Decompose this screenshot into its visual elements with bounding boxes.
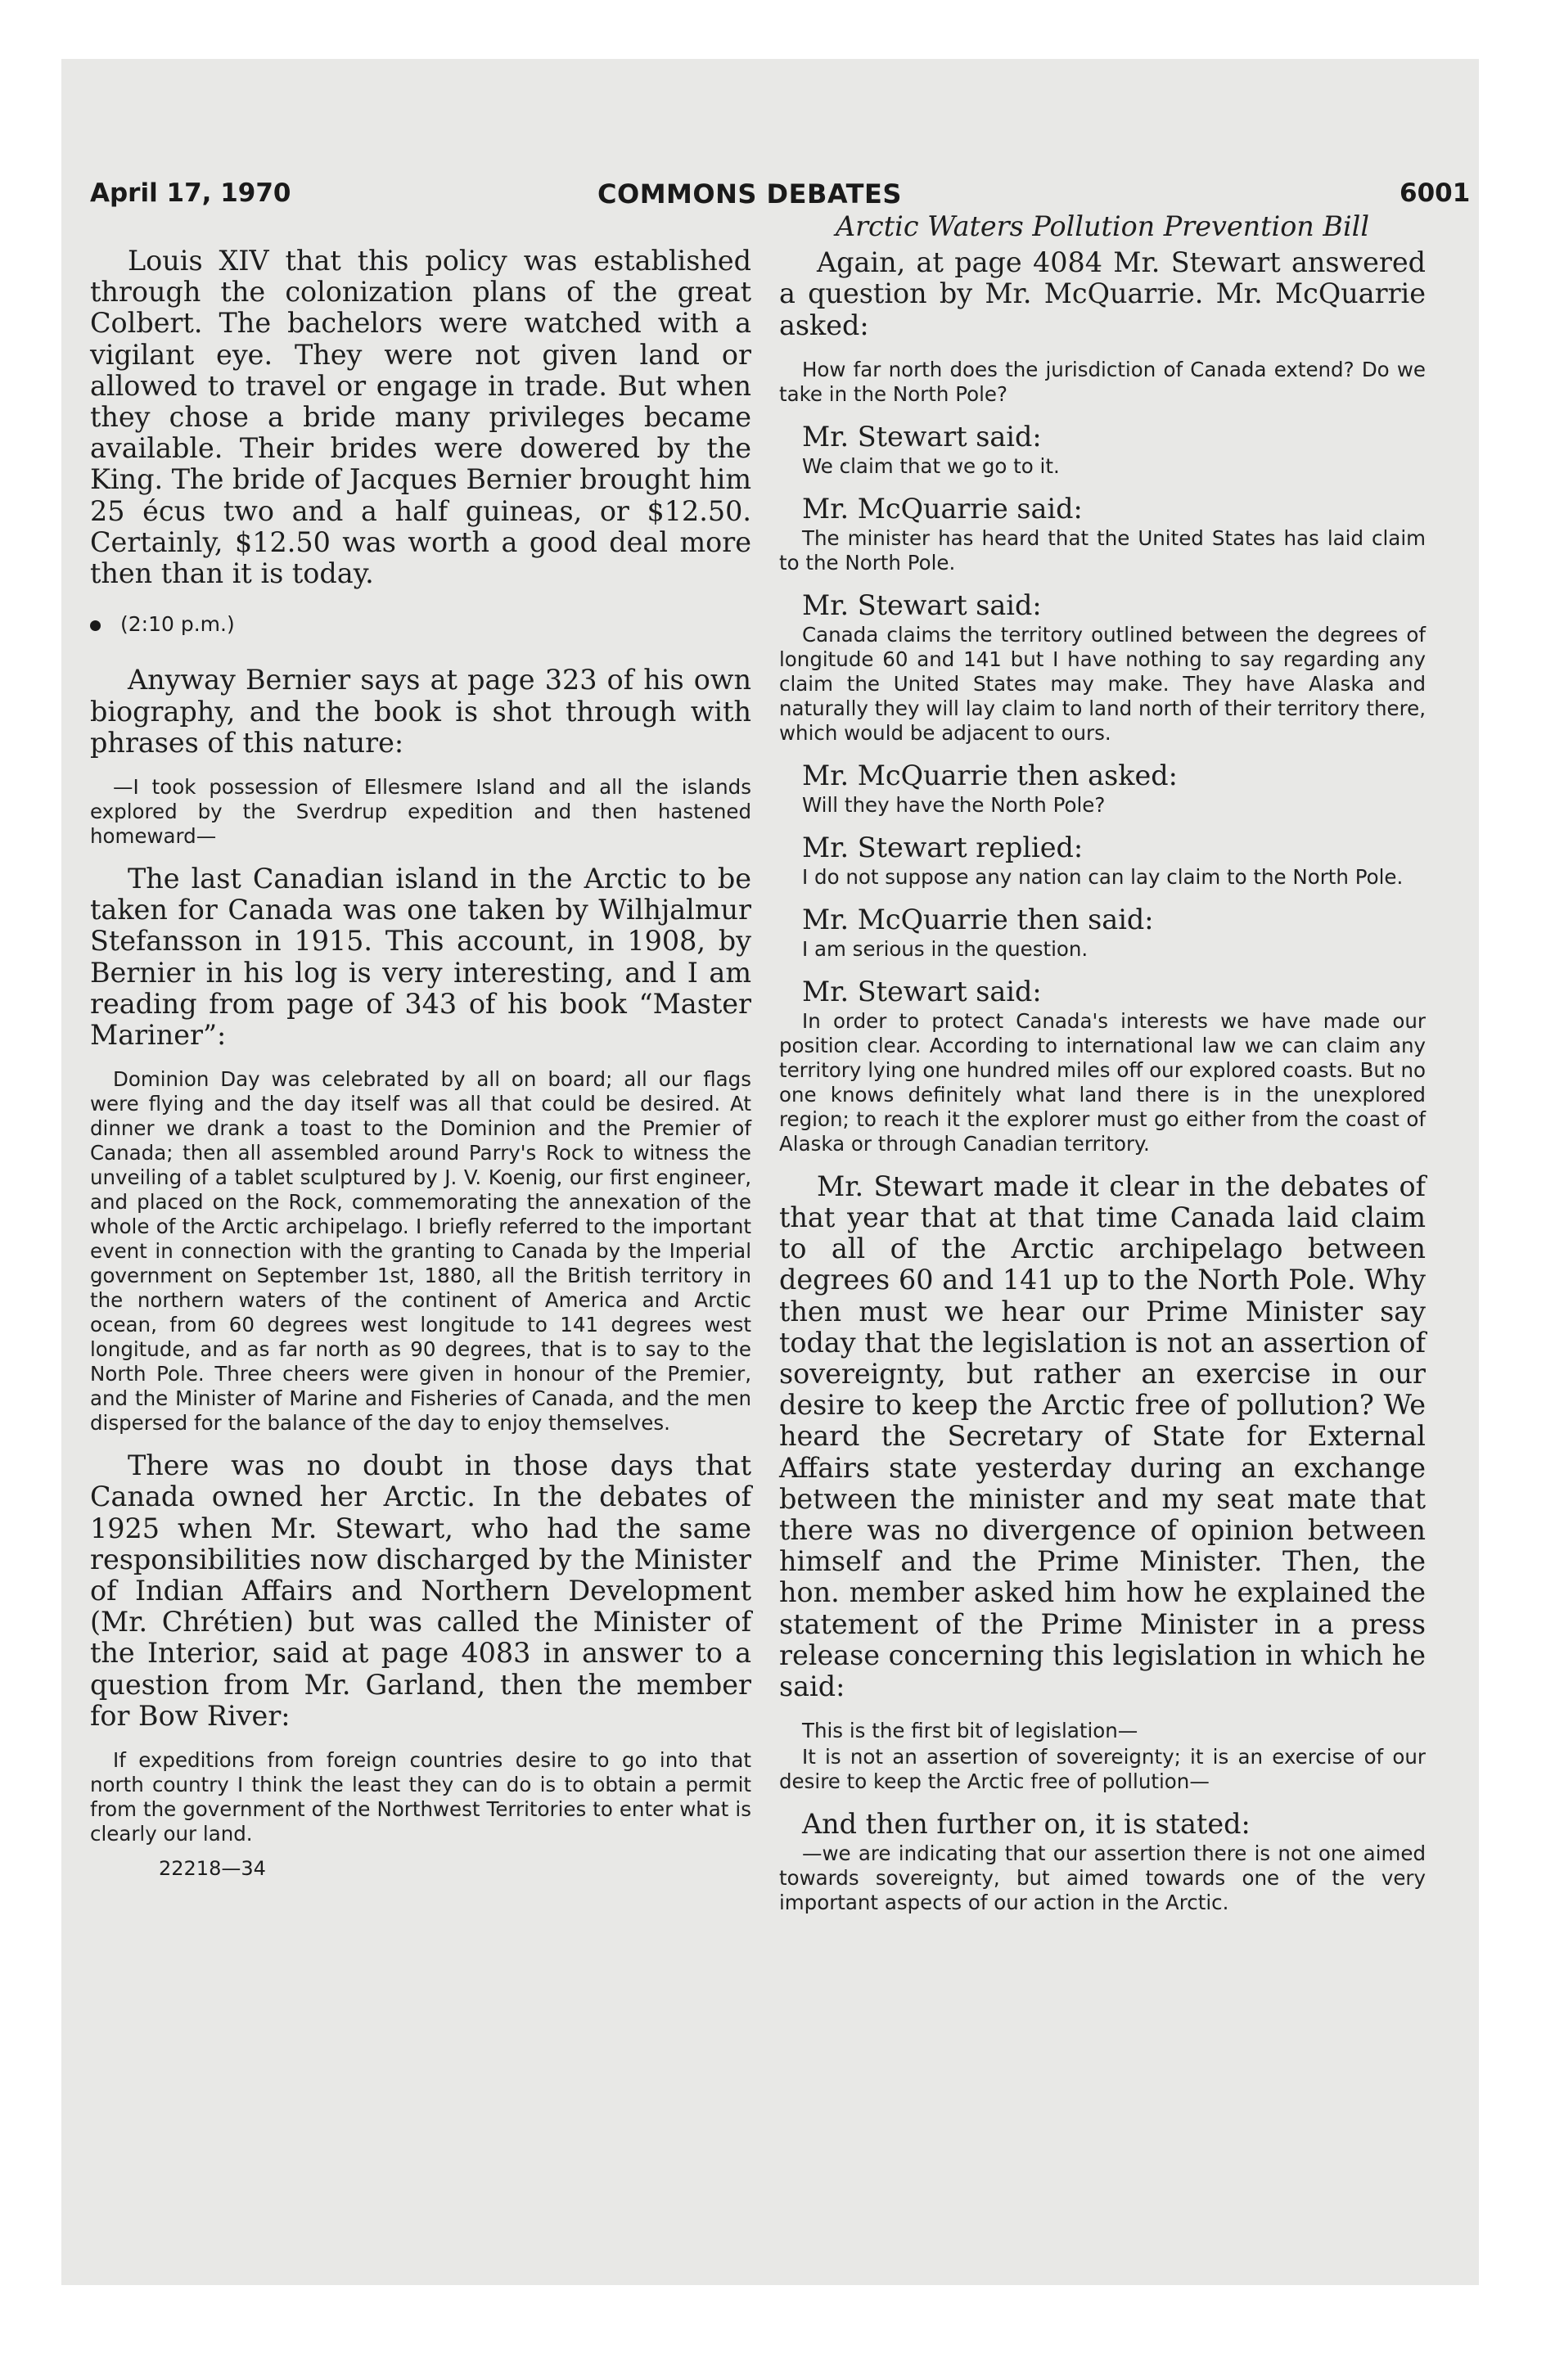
block-quote: How far north does the jurisdiction of Canada extend? Do we take in the North Pole?: [779, 357, 1426, 406]
running-head: Arctic Waters Pollution Prevention Bill: [835, 210, 1369, 242]
block-quote: —I took possession of Ellesmere Island and all the islands explored by the Sverdrup expedition and then hastened homeward—: [90, 775, 751, 849]
block-quote: Canada claims the territory outlined between the degrees of longitude 60 and 141 but I have nothing to say regarding any claim the United States may make. They have Alaska and naturally they will lay claim to land north of their territory there, which would be adjacent to ours.: [779, 622, 1426, 745]
paragraph: The last Canadian island in the Arctic to be taken for Canada was one taken by Wilhjalmur Stefansson in 1915. This account, in 1908, by Bernier in his log is very interesting, and I am reading from page of 343 of his book “Master Mariner”:: [90, 863, 751, 1052]
speaker-line: Mr. Stewart said:: [802, 588, 1042, 621]
speaker-line: Mr. McQuarrie then asked:: [802, 759, 1178, 791]
block-quote: —we are indicating that our assertion there is not one aimed towards sovereignty, but aimed towards one of the very important aspects of our action in the Arctic.: [779, 1841, 1426, 1915]
speaker-line: Mr. McQuarrie then said:: [802, 903, 1154, 935]
speaker-line: Mr. Stewart said:: [802, 420, 1042, 453]
speaker-line: Mr. McQuarrie said:: [802, 492, 1083, 525]
page-signature: 22218—34: [159, 1857, 266, 1881]
speaker-line: And then further on, it is stated:: [802, 1808, 1251, 1841]
block-quote: The minister has heard that the United States has laid claim to the North Pole.: [779, 525, 1426, 575]
page-number: 6001: [1400, 178, 1471, 208]
block-quote: Dominion Day was celebrated by all on board; all our flags were flying and the day itself was all that could be desired. At dinner we drank a toast to the Dominion and the Premier of Canada; then all assembled around Parry's Rock to witness the unveiling of a tablet sculptured by J. V. Koenig, our first engineer, and placed on the Rock, commemorating the annexation of the whole of the Arctic archipelago. I briefly referred to the important event in connection with the granting to Canada by the Imperial government on September 1st, 1880, all the British territory in the northern waters of the continent of America and Arctic ocean, from 60 degrees west longitude to 141 degrees west longitude, and as far north as 90 degrees, that is to say to the North Pole. Three cheers were given in honour of the Premier, and the Minister of Marine and Fisheries of Canada, and the men dispersed for the balance of the day to enjoy themselves.: [90, 1067, 751, 1436]
page-title: COMMONS DEBATES: [597, 178, 902, 210]
block-quote: This is the first bit of legislation—: [802, 1719, 1138, 1743]
bullet-icon: [90, 620, 101, 631]
block-quote: I am serious in the question.: [802, 936, 1089, 961]
block-quote: I do not suppose any nation can lay claim to the North Pole.: [802, 864, 1404, 889]
block-quote: If expeditions from foreign countries desire to go into that north country I think the least they can do is to obtain a permit from the government of the Northwest Territories to enter what is clearly our land.: [90, 1748, 751, 1846]
page-date: April 17, 1970: [90, 178, 291, 208]
paragraph: There was no doubt in those days that Canada owned her Arctic. In the debates of 1925 when Mr. Stewart, who had the same responsibilities now discharged by the Minister of Indian Affairs and Northern Development (Mr. Chrétien) but was called the Minister of the Interior, said at page 4083 in answer to a question from Mr. Garland, then the member for Bow River:: [90, 1449, 751, 1732]
paragraph: Again, at page 4084 Mr. Stewart answered a question by Mr. McQuarrie. Mr. McQuarrie asked:: [779, 246, 1426, 341]
paragraph: Anyway Bernier says at page 323 of his own biography, and the book is shot through with phrases of this nature:: [90, 664, 751, 759]
left-column: [90, 246, 751, 1884]
block-quote: It is not an assertion of sovereignty; it is an exercise of our desire to keep the Arctic free of pollution—: [779, 1745, 1426, 1794]
paragraph: Louis XIV that this policy was established through the colonization plans of the great Colbert. The bachelors were watched with a vigilant eye. They were not given land or allowed to travel or engage in trade. But when they chose a bride many privileges became available. Their brides were dowered by the King. The bride of Jacques Bernier brought him 25 écus two and a half guineas, or $12.50. Certainly, $12.50 was worth a good deal more then than it is today.: [90, 245, 751, 590]
paragraph: Mr. Stewart made it clear in the debates of that year that at that time Canada laid claim to all of the Arctic archipelago between degrees 60 and 141 up to the North Pole. Why then must we hear our Prime Minister say today that the legislation is not an assertion of sovereignty, but rather an exercise in our desire to keep the Arctic free of pollution? We heard the Secretary of State for External Affairs state yesterday during an exchange between the minister and my seat mate that there was no divergence of opinion between himself and the Prime Minister. Then, the hon. member asked him how he explained the statement of the Prime Minister in a press release concerning this legislation in which he said:: [779, 1170, 1426, 1703]
speaker-line: Mr. Stewart replied:: [802, 831, 1084, 863]
speaker-line: Mr. Stewart said:: [802, 975, 1042, 1007]
block-quote: In order to protect Canada's interests we have made our position clear. According to international law we can claim any territory lying one hundred miles off our explored coasts. But no one knows definitely what land there is in the unexplored region; to reach it the explorer must go either from the coast of Alaska or through Canadian territory.: [779, 1008, 1426, 1156]
block-quote: We claim that we go to it.: [802, 453, 1060, 478]
right-column: [779, 211, 1426, 1930]
timestamp: (2:10 p.m.): [90, 609, 751, 640]
block-quote: Will they have the North Pole?: [802, 792, 1106, 817]
